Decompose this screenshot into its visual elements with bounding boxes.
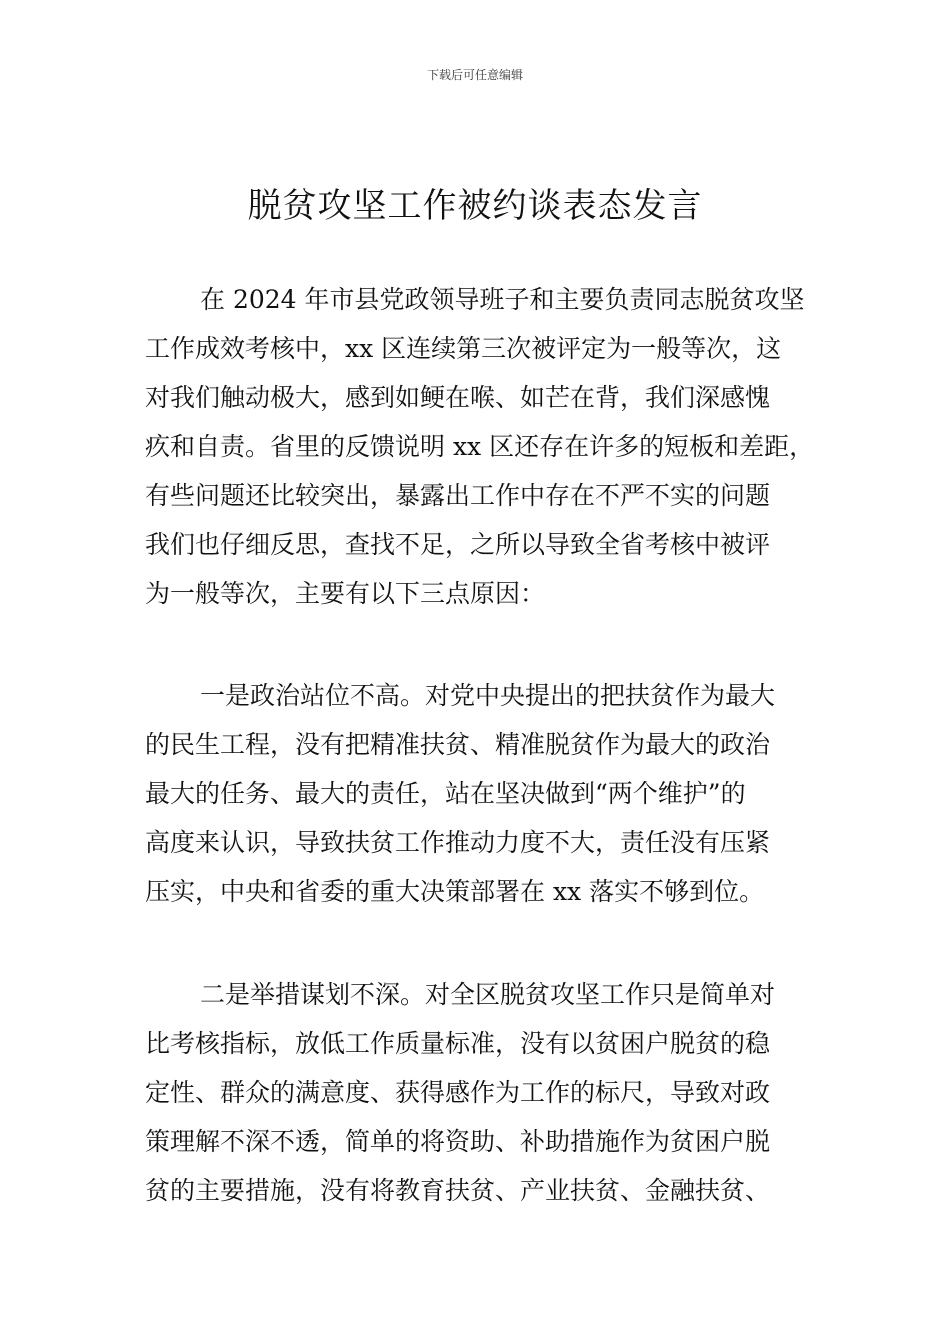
paragraph-line: 我们也仔细反思，查找不足，之所以导致全省考核中被评 bbox=[145, 530, 771, 559]
paragraph-line: 高度来认识，导致扶贫工作推动力度不大，责任没有压紧 bbox=[145, 828, 771, 857]
paragraph-line: 对我们触动极大，感到如鲠在喉、如芒在背，我们深感愧 bbox=[145, 383, 771, 412]
paragraph-line: 比考核指标，放低工作质量标准，没有以贫困户脱贫的稳 bbox=[145, 1029, 771, 1058]
paragraph-line: 策理解不深不透，简单的将资助、补助措施作为贫困户脱 bbox=[145, 1127, 771, 1156]
header-note: 下载后可任意编辑 bbox=[426, 68, 523, 82]
paragraph-line: 有些问题还比较突出，暴露出工作中存在不严不实的问题 bbox=[145, 481, 771, 510]
paragraph-line: 二是举措谋划不深。对全区脱贫攻坚工作只是简单对 bbox=[200, 980, 776, 1009]
document-title: 脱贫攻坚工作被约谈表态发言 bbox=[247, 186, 703, 226]
paragraph-line: 贫的主要措施，没有将教育扶贫、产业扶贫、金融扶贫、 bbox=[145, 1176, 771, 1205]
paragraph-line: 一是政治站位不高。对党中央提出的把扶贫作为最大 bbox=[200, 681, 776, 710]
paragraph-line: 压实，中央和省委的重大决策部署在 xx 落实不够到位。 bbox=[145, 877, 765, 906]
paragraph-line: 最大的任务、最大的责任，站在坚决做到“两个维护”的 bbox=[145, 779, 746, 808]
paragraph-line: 为一般等次，主要有以下三点原因： bbox=[145, 579, 546, 608]
paragraph-line: 工作成效考核中，xx 区连续第三次被评定为一般等次，这 bbox=[145, 334, 782, 363]
paragraph-line: 在 2024 年市县党政领导班子和主要负责同志脱贫攻坚 bbox=[200, 285, 805, 314]
paragraph-line: 的民生工程，没有把精准扶贫、精准脱贫作为最大的政治 bbox=[145, 730, 771, 759]
paragraph-intro bbox=[145, 275, 825, 618]
paragraph-reason-one bbox=[145, 671, 825, 916]
paragraph-line: 疚和自责。省里的反馈说明 xx 区还存在许多的短板和差距， bbox=[145, 432, 815, 461]
paragraph-line: 定性、群众的满意度、获得感作为工作的标尺，导致对政 bbox=[145, 1078, 771, 1107]
paragraph-reason-two bbox=[145, 970, 825, 1215]
